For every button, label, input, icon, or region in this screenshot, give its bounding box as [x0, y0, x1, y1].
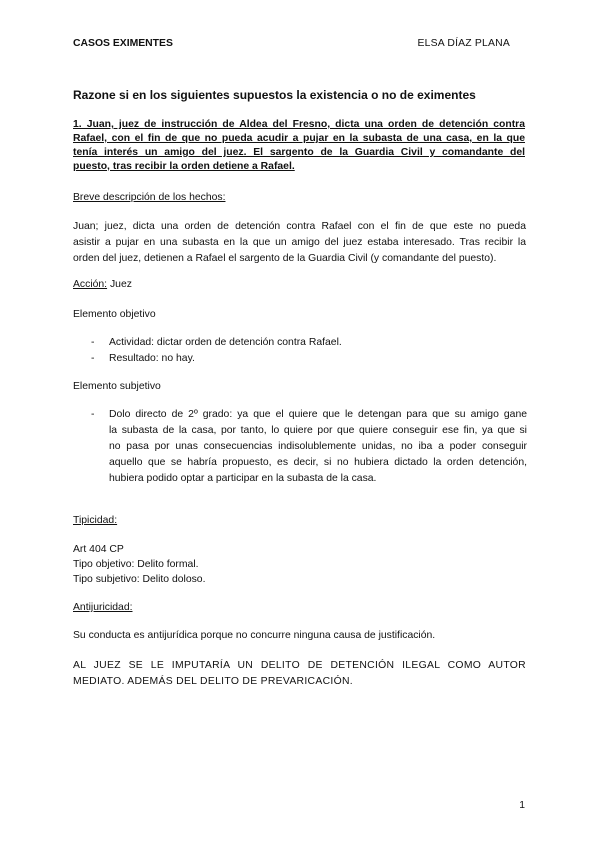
- subjetivo-heading: Elemento subjetivo: [73, 381, 161, 392]
- antijuricidad-text: Su conducta es antijurídica porque no concurre ninguna causa de justificación.: [73, 630, 436, 641]
- hechos-line: asistir a pujar en una subasta en la que un amigo del juez estaba interesado. Tras recibir la: [73, 237, 526, 248]
- accion-label: Acción:: [73, 279, 108, 290]
- tipicidad-line: Tipo subjetivo: Delito doloso.: [73, 574, 206, 585]
- question-line: puesto, tras recibir la orden detiene a Rafael.: [73, 161, 295, 172]
- page-title: Razone si en los siguientes supuestos la existencia o no de eximentes: [73, 88, 476, 102]
- list-item: - Dolo directo de 2º grado: ya que el quiere que le detengan para que su amigo gane la subasta de la casa, por tanto, lo quiere por que quiere conseguir ese fin, ya que si no pasa por unas consecuencias indisolublemente unidas, no iba a poder conseguir aquello que se habría propuesto, es decir, si no hubiera dictado la orden detención, hubiera podido optar a participar en la subasta de la casa.: [91, 409, 527, 484]
- tipicidad-line: Art 404 CP: [73, 544, 124, 555]
- subjetivo-list: [91, 407, 527, 487]
- hechos-heading: Breve descripción de los hechos:: [73, 192, 226, 203]
- question-line: tenía interés un amigo del juez. El sargento de la Guardia Civil y comandante del: [73, 147, 525, 158]
- accion-line: [73, 279, 132, 290]
- question-statement: [73, 118, 525, 174]
- objetivo-heading: Elemento objetivo: [73, 309, 156, 320]
- question-line: Rafael, con el fin de que no pueda acudir a pujar en la subasta de una casa, en la que: [73, 133, 525, 144]
- accion-value: Juez: [107, 279, 132, 290]
- question-line: 1. Juan, juez de instrucción de Aldea del Fresno, dicta una orden de detención contra: [73, 119, 525, 130]
- list-item: - Actividad: dictar orden de detención contra Rafael.: [91, 337, 342, 348]
- header-title: CASOS EXIMENTES: [73, 38, 173, 49]
- tipicidad-heading: Tipicidad:: [73, 515, 118, 526]
- conclusion-line: AL JUEZ SE LE IMPUTARÍA UN DELITO DE DETENCIÓN ILEGAL COMO AUTOR: [73, 660, 526, 671]
- conclusion-block: [73, 658, 526, 690]
- hechos-line: orden del juez, detienen a Rafael el sargento de la Guardia Civil (y comandante del puesto).: [73, 253, 497, 264]
- list-item: - Resultado: no hay.: [91, 353, 195, 364]
- header-author: ELSA DÍAZ PLANA: [417, 38, 510, 49]
- antijuricidad-heading: Antijuricidad:: [73, 602, 133, 613]
- conclusion-line: MEDIATO. ADEMÁS DEL DELITO DE PREVARICACIÓN.: [73, 676, 353, 687]
- page-number: 1: [519, 800, 525, 811]
- hechos-paragraph: [73, 219, 526, 267]
- objetivo-list: [91, 335, 527, 367]
- hechos-line: Juan; juez, dicta una orden de detención contra Rafael con el fin de que este no pueda: [73, 221, 526, 232]
- tipicidad-block: [73, 542, 526, 587]
- tipicidad-line: Tipo objetivo: Delito formal.: [73, 559, 199, 570]
